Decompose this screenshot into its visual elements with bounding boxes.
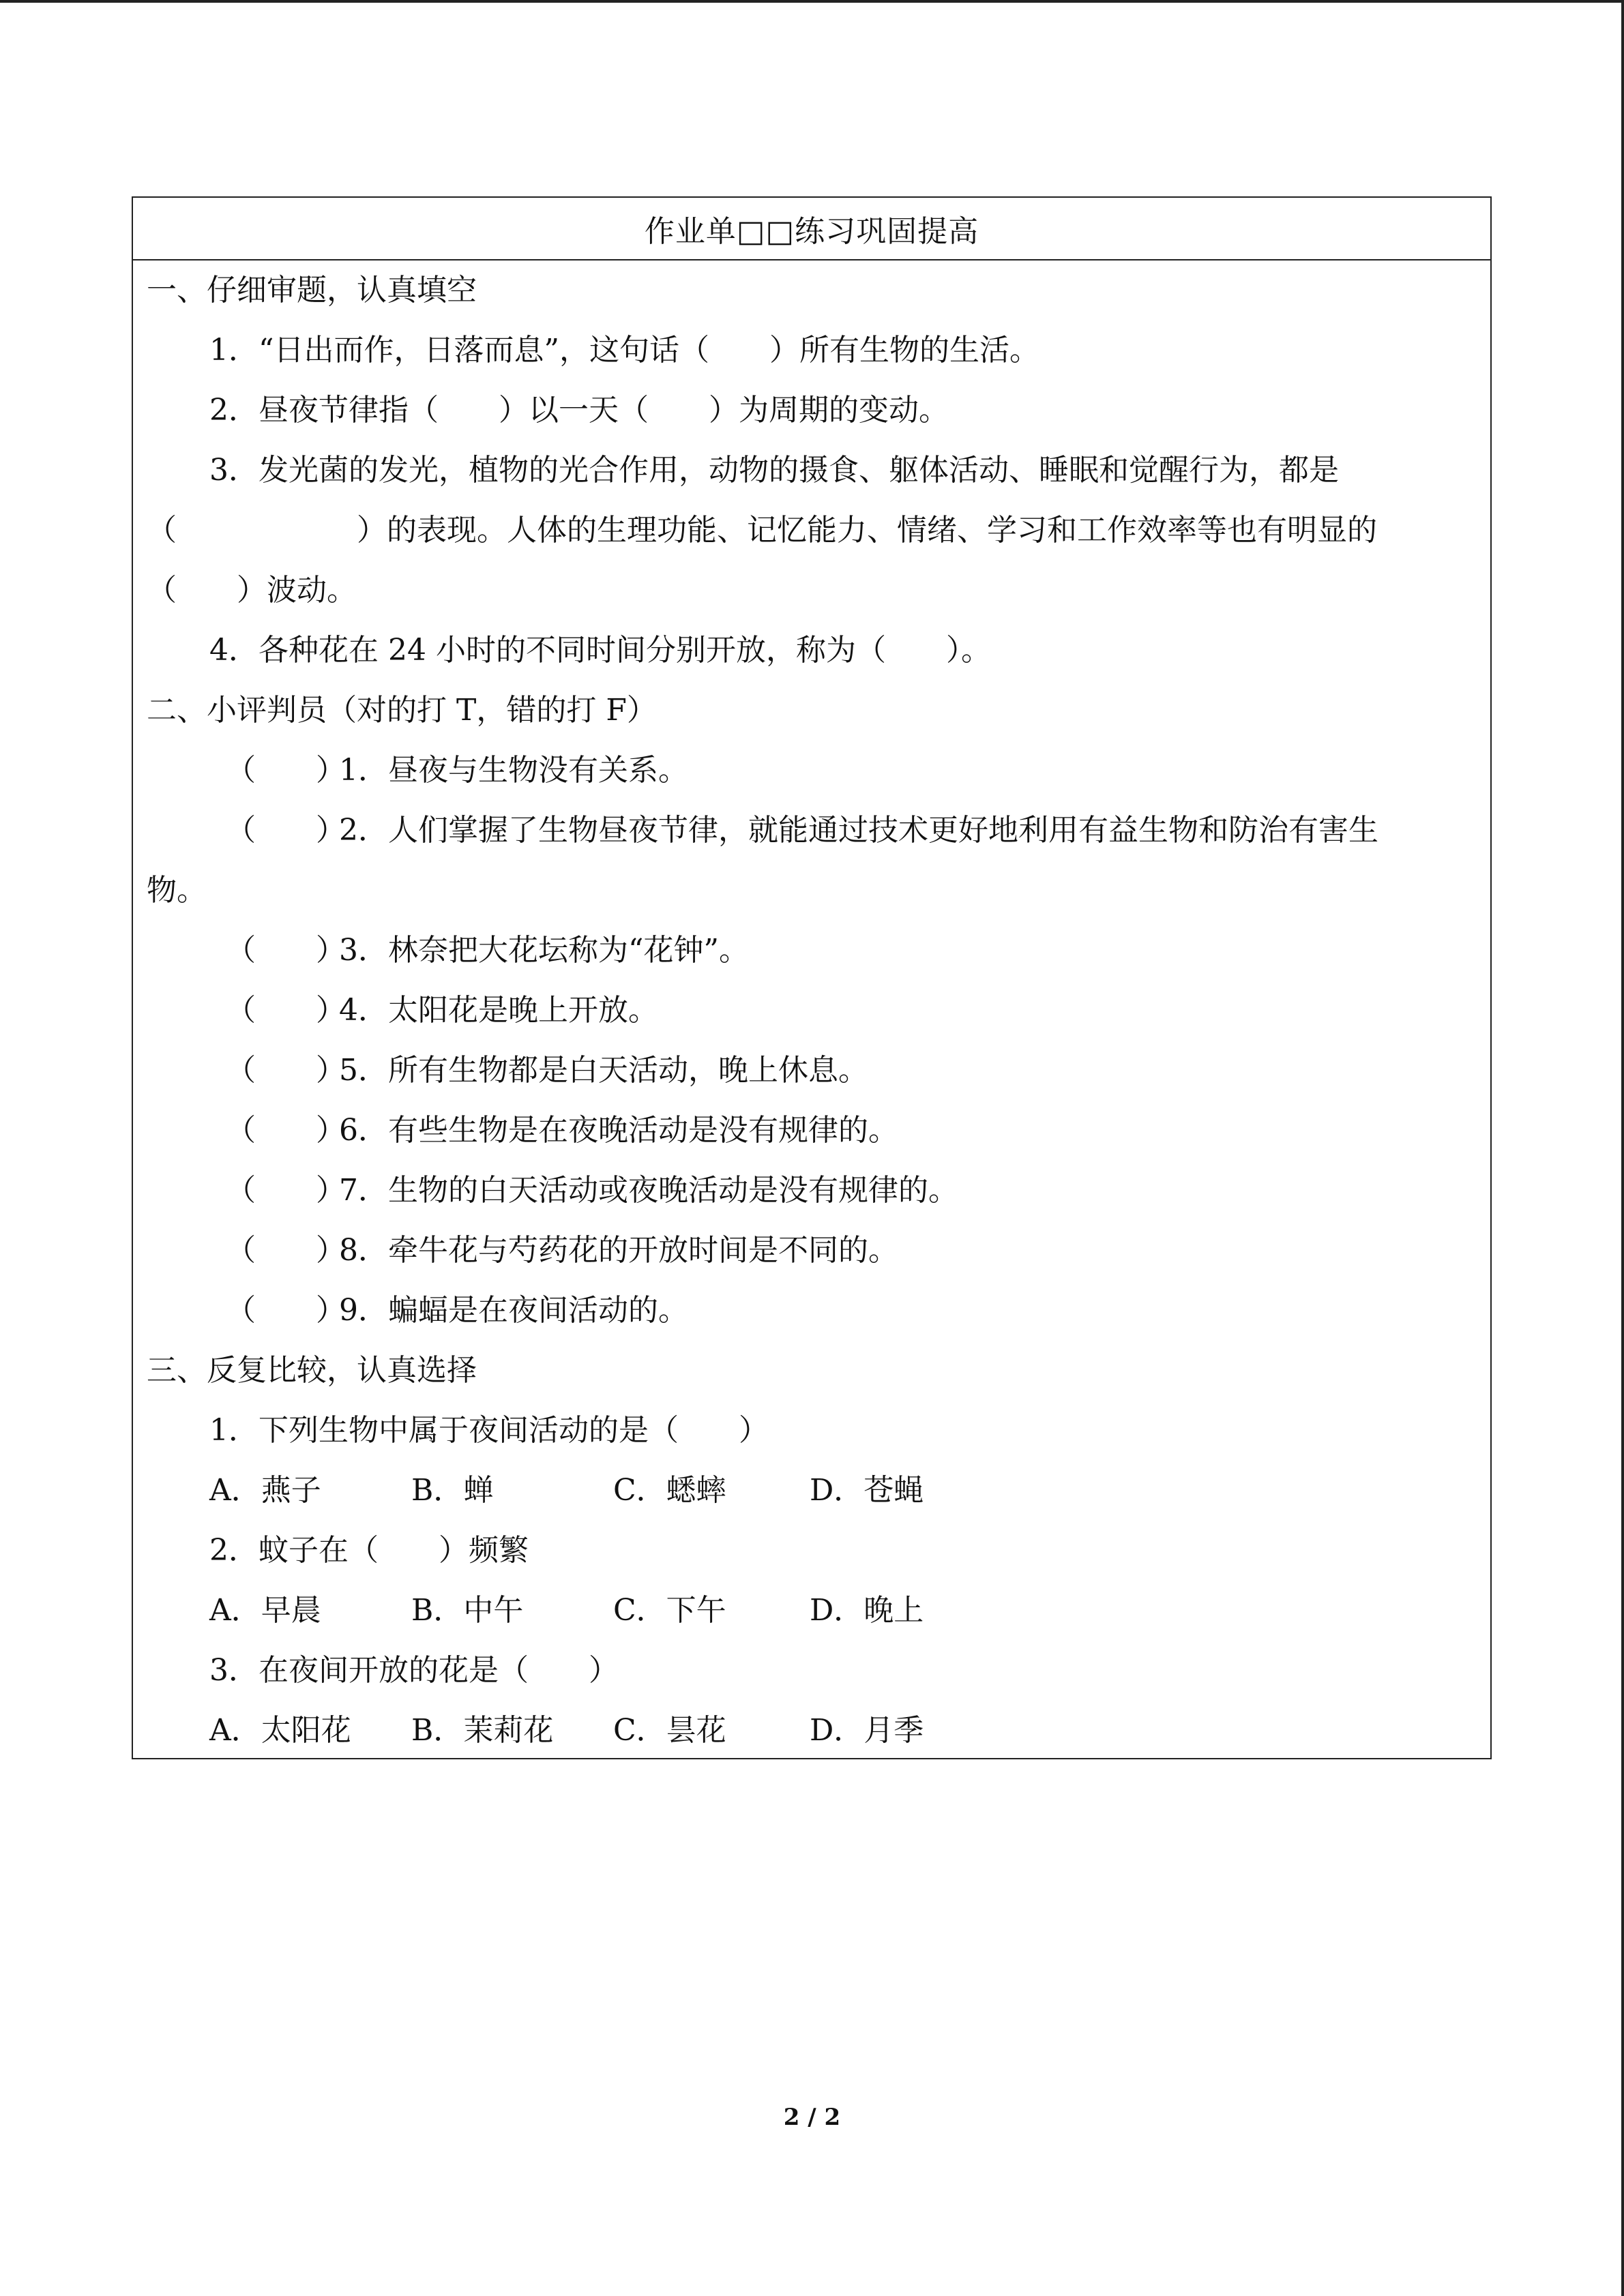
answer-blank: （ ） xyxy=(226,933,346,968)
judge-item-text: 7．生物的白天活动或夜晚活动是没有规律的。 xyxy=(339,1173,958,1208)
answer-blank: （ ） xyxy=(226,1113,346,1148)
answer-blank: （ ） xyxy=(226,1293,346,1328)
worksheet-body xyxy=(133,260,1490,1761)
option-b: B．蝉 xyxy=(411,1473,494,1508)
page-top-border xyxy=(0,0,1624,3)
judge-item-text: 3．林奈把大花坛称为“花钟”。 xyxy=(339,933,749,968)
page-right-border xyxy=(1621,0,1624,2296)
option-b: B．中午 xyxy=(411,1593,524,1628)
option-b: B．茉莉花 xyxy=(411,1713,554,1748)
option-c: C．蟋蟀 xyxy=(613,1473,726,1508)
worksheet-table xyxy=(132,196,1492,1759)
judge-item-text: 1．昼夜与生物没有关系。 xyxy=(339,753,688,788)
answer-blank: （ ） xyxy=(226,1173,346,1208)
fill-question-3-line-2: （ ）的表现。人体的生理功能、记忆能力、情绪、学习和工作效率等也有明显的 xyxy=(147,513,1377,548)
judge-item-9 xyxy=(147,1281,1477,1341)
section-2-title: 二、小评判员（对的打 T，错的打 F） xyxy=(147,693,657,728)
judge-item-text: 6．有些生物是在夜晚活动是没有规律的。 xyxy=(339,1113,898,1148)
fill-question-1: 1．“日出而作，日落而息”，这句话（ ）所有生物的生活。 xyxy=(209,333,1039,368)
answer-blank: （ ） xyxy=(226,993,346,1028)
section-3-title: 三、反复比较，认真选择 xyxy=(147,1353,477,1388)
judge-item-text: 4．太阳花是晚上开放。 xyxy=(339,993,658,1028)
fill-question-2: 2．昼夜节律指（ ）以一天（ ）为周期的变动。 xyxy=(209,393,949,428)
option-d: D．晚上 xyxy=(810,1593,924,1628)
judge-item-2 xyxy=(147,801,1477,861)
fill-question-4: 4．各种花在 24 小时的不同时间分别开放，称为（ ）。 xyxy=(209,633,991,668)
option-a: A．早晨 xyxy=(209,1593,321,1628)
judge-item-text: 9．蝙蝠是在夜间活动的。 xyxy=(339,1293,688,1328)
judge-item-1 xyxy=(147,741,1477,801)
judge-item-6 xyxy=(147,1101,1477,1161)
fill-question-3-line-1: 3．发光菌的发光，植物的光合作用，动物的摄食、躯体活动、睡眠和觉醒行为，都是 xyxy=(209,453,1339,488)
option-d: D．月季 xyxy=(810,1713,924,1748)
answer-blank: （ ） xyxy=(226,1233,346,1268)
judge-item-8 xyxy=(147,1221,1477,1281)
section-1-title: 一、仔细审题，认真填空 xyxy=(147,273,477,308)
judge-item-4 xyxy=(147,981,1477,1041)
option-c: C．下午 xyxy=(613,1593,726,1628)
judge-item-text: 5．所有生物都是白天活动，晚上休息。 xyxy=(339,1053,868,1088)
option-c: C．昙花 xyxy=(613,1713,726,1748)
answer-blank: （ ） xyxy=(226,1053,346,1088)
judge-item-2-wrap: 物。 xyxy=(147,873,207,908)
page-number: 2 / 2 xyxy=(783,2104,841,2131)
choice-question-2: 2．蚊子在（ ）频繁 xyxy=(209,1533,529,1568)
judge-item-5 xyxy=(147,1041,1477,1101)
judge-item-7 xyxy=(147,1161,1477,1221)
judge-item-text: 8．牵牛花与芍药花的开放时间是不同的。 xyxy=(339,1233,898,1268)
fill-question-3-line-3: （ ）波动。 xyxy=(147,573,357,608)
choice-options-2 xyxy=(147,1581,1477,1641)
choice-options-3 xyxy=(147,1701,1477,1761)
answer-blank: （ ） xyxy=(226,813,346,848)
judge-item-3 xyxy=(147,921,1477,981)
option-a: A．太阳花 xyxy=(209,1713,351,1748)
option-a: A．燕子 xyxy=(209,1473,321,1508)
choice-options-1 xyxy=(147,1461,1477,1521)
worksheet-title: 作业单□□练习巩固提高 xyxy=(133,198,1490,260)
answer-blank: （ ） xyxy=(226,753,346,788)
choice-question-1: 1．下列生物中属于夜间活动的是（ ） xyxy=(209,1413,769,1448)
option-d: D．苍蝇 xyxy=(810,1473,924,1508)
choice-question-3: 3．在夜间开放的花是（ ） xyxy=(209,1653,619,1688)
judge-item-text: 2．人们掌握了生物昼夜节律，就能通过技术更好地利用有益生物和防治有害生 xyxy=(339,813,1378,848)
